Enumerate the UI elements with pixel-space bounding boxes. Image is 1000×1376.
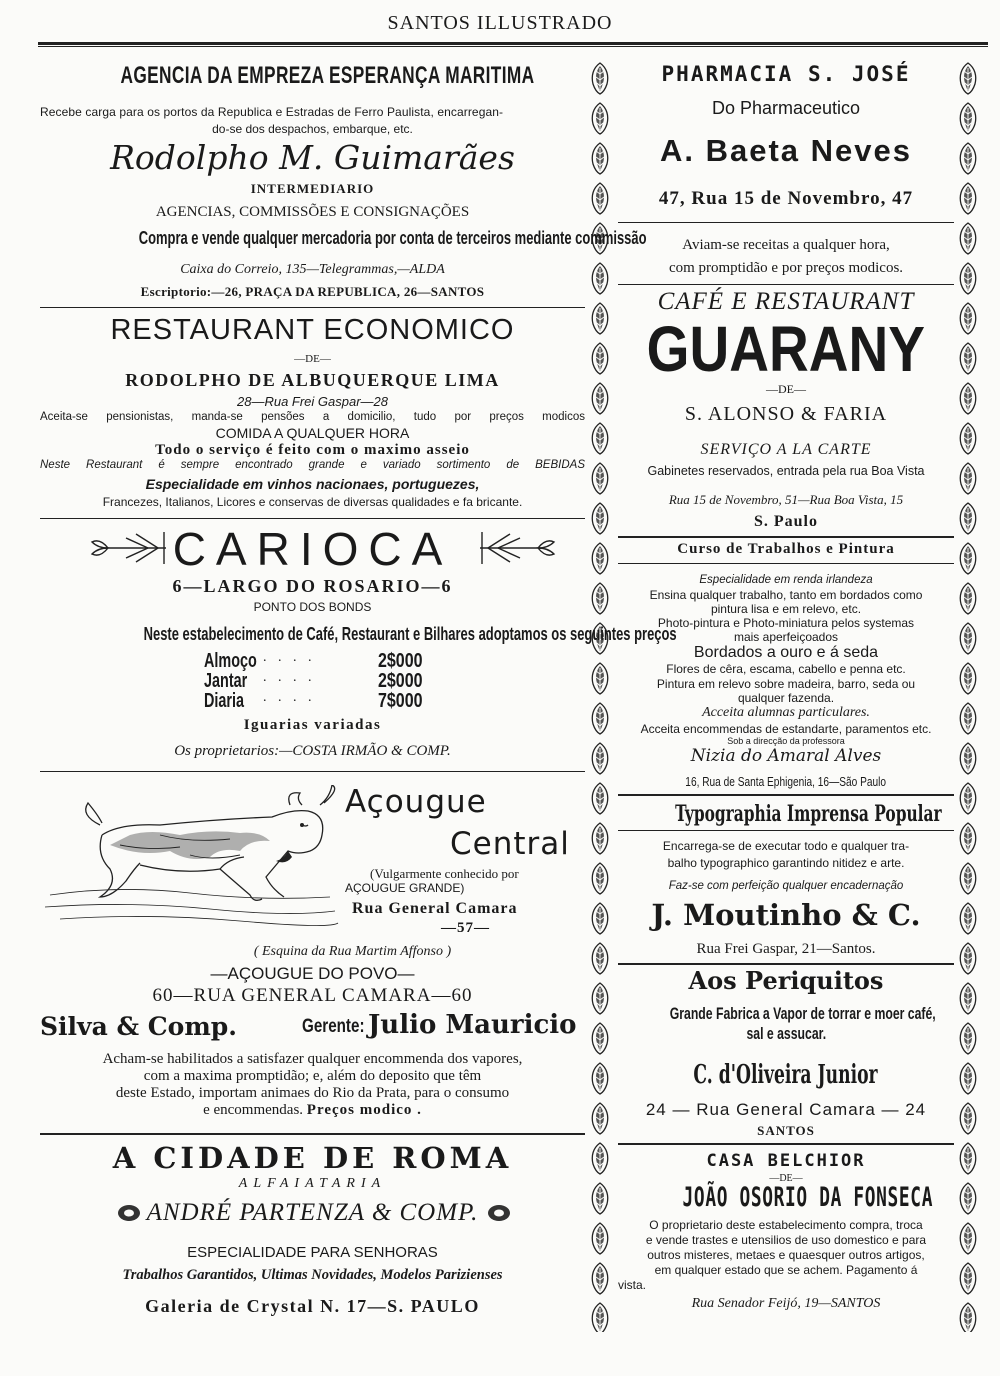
restaurant-line6: Francezes, Italianos, Licores e conservas de diversas qualidades e fa bricante.: [102, 495, 523, 509]
ornamental-leaf-icon: [958, 1262, 978, 1295]
periquitos-owner: C. d'Oliveira Junior: [693, 1060, 879, 1090]
acougue-manager: Julio Mauricio: [368, 1010, 577, 1040]
divider: [618, 536, 954, 538]
ornamental-leaf-icon: [958, 1142, 978, 1175]
restaurant-line4: Neste Restaurant é sempre encontrado grande e variado sortimento de BEBIDAS: [40, 459, 585, 471]
price-row: [204, 650, 464, 670]
periquitos-title: Aos Periquitos: [688, 966, 884, 995]
belchior-line1: O proprietario deste estabelecimento compra, troca: [649, 1218, 923, 1232]
header-rule-thin: [38, 46, 988, 47]
running-head: SANTOS ILLUSTRADO: [387, 12, 613, 34]
ornamental-leaf-icon: [958, 1222, 978, 1255]
divider: [618, 963, 954, 965]
ornamental-leaf-icon: [958, 1022, 978, 1055]
roma-firm: ANDRÉ PARTENZA & COMP.: [146, 1199, 479, 1226]
acougue-title1: Açougue: [345, 784, 487, 820]
carioca-note: Iguarias variadas: [243, 717, 382, 733]
ornamental-leaf-icon: [958, 1182, 978, 1215]
divider: [40, 1133, 585, 1135]
agencia-office: Escriptorio:—26, PRAÇA DA REPUBLICA, 26—SANTOS: [140, 284, 485, 299]
price-value: 7$000: [378, 690, 423, 712]
ornamental-leaf-icon: [958, 862, 978, 895]
curso-line11: Acceita encommendas de estandarte, paramentos etc.: [640, 722, 932, 736]
acougue-firm: Silva & Comp.: [40, 1012, 237, 1041]
ornamental-leaf-icon: [590, 342, 610, 375]
curso-line1: Especialidade em renda irlandeza: [699, 574, 873, 586]
curso-line3: pintura lisa e em relevo, etc.: [710, 602, 862, 616]
ornamental-leaf-icon: [958, 782, 978, 815]
acougue-line1: Acham-se habilitados a satisfazer qualquer encommenda dos vapores,: [102, 1051, 523, 1067]
ornamental-leaf-icon: [958, 982, 978, 1015]
ornamental-leaf-icon: [590, 102, 610, 135]
curso-line7: Flores de cêra, escama, cabello e penna etc.: [666, 662, 906, 676]
ornamental-leaf-icon: [958, 542, 978, 575]
ornamental-leaf-icon: [590, 742, 610, 775]
price-dots: . . . .: [263, 690, 316, 705]
restaurant-line3: Todo o serviço é feito com o maximo asseio: [155, 442, 470, 458]
ornamental-leaf-icon: [590, 582, 610, 615]
belchior-title: CASA BELCHIOR: [706, 1151, 866, 1171]
curso-line4: Photo-pintura e Photo-miniatura pelos systemas: [657, 616, 915, 630]
restaurant-line1: Aceita-se pensionistas, manda-se pensões a domicilio, tudo por preços modicos: [40, 411, 585, 423]
rosette-right-icon: [487, 1203, 511, 1223]
divider: [618, 794, 954, 796]
agencia-line2: do-se dos despachos, embarque, etc.: [212, 122, 413, 136]
restaurant-de: —DE—: [294, 353, 331, 365]
typographia-line3: Faz-se com perfeição qualquer encadernação: [668, 880, 904, 892]
divider: [618, 222, 954, 223]
roma-line: Trabalhos Garantidos, Ultimas Novidades, Modelos Parizienses: [122, 1267, 503, 1283]
agencia-role: INTERMEDIARIO: [250, 181, 375, 196]
divider: [618, 284, 954, 285]
acougue-line2: com a maxima promptidão; e, além do deposito que têm: [143, 1068, 482, 1084]
divider: [40, 307, 585, 308]
guarany-address: Rua 15 de Novembro, 51—Rua Boa Vista, 15: [668, 492, 904, 507]
divider: [618, 830, 954, 831]
acougue-aka2: AÇOUGUE GRANDE): [345, 881, 465, 895]
divider: [618, 1143, 954, 1145]
carioca-title: CARIOCA: [172, 523, 453, 575]
ornamental-leaf-icon: [958, 502, 978, 535]
ornamental-leaf-icon: [590, 662, 610, 695]
ornamental-leaf-icon: [590, 262, 610, 295]
ornamental-leaf-icon: [590, 302, 610, 335]
restaurant-address: 28—Rua Frei Gaspar—28: [236, 394, 388, 409]
restaurant-owner: RODOLPHO DE ALBUQUERQUE LIMA: [125, 370, 500, 390]
ornamental-leaf-icon: [958, 102, 978, 135]
ornamental-leaf-icon: [590, 982, 610, 1015]
ornamental-leaf-icon: [590, 1062, 610, 1095]
price-item: Almoço: [204, 650, 257, 672]
acougue-title2: Central: [450, 826, 570, 862]
right-ornamental-border: [958, 62, 980, 1332]
pharmacia-sub: Do Pharmaceutico: [711, 98, 861, 118]
ornamental-leaf-icon: [590, 542, 610, 575]
ornamental-leaf-icon: [590, 902, 610, 935]
ornamental-leaf-icon: [958, 622, 978, 655]
acougue-line3: deste Estado, importam animaes do Rio da Prata, para o consumo: [115, 1085, 510, 1101]
price-row: [204, 690, 464, 710]
carioca-address: 6—LARGO DO ROSARIO—6: [172, 576, 453, 596]
ornamental-leaf-icon: [958, 142, 978, 175]
ornamental-leaf-icon: [958, 302, 978, 335]
guarany-de: —DE—: [766, 382, 806, 396]
ornamental-leaf-icon: [958, 1102, 978, 1135]
curso-address: 16, Rua de Santa Ephigenia, 16—São Paulo: [685, 774, 887, 789]
ornamental-leaf-icon: [590, 462, 610, 495]
ornamental-leaf-icon: [590, 782, 610, 815]
ornamental-leaf-icon: [958, 382, 978, 415]
bull-illustration-icon: [40, 785, 340, 930]
ornamental-leaf-icon: [958, 822, 978, 855]
acougue-manager-label: Gerente:: [302, 1016, 365, 1037]
guarany-service: SERVIÇO A LA CARTE: [700, 441, 872, 458]
curso-line2: Ensina qualquer trabalho, tanto em bordados como: [649, 588, 923, 602]
ornamental-leaf-icon: [590, 422, 610, 455]
periquitos-address: 24 — Rua General Camara — 24: [645, 1100, 927, 1119]
header-rule: [38, 42, 988, 45]
belchior-line3: outros misteres, metaes e quaesquer outros artigos,: [647, 1248, 925, 1262]
price-row: [204, 670, 464, 690]
curso-line8: Pintura em relevo sobre madeira, barro, seda ou: [656, 677, 916, 691]
belchior-line5: vista.: [618, 1278, 647, 1292]
ornamental-leaf-icon: [590, 382, 610, 415]
ornamental-leaf-icon: [958, 662, 978, 695]
ornamental-leaf-icon: [958, 582, 978, 615]
ornamental-leaf-icon: [958, 702, 978, 735]
guarany-city: S. Paulo: [753, 513, 818, 530]
roma-special: ESPECIALIDADE PARA SENHORAS: [187, 1244, 438, 1261]
curso-line6: Bordados a ouro e á seda: [693, 644, 879, 661]
ornamental-leaf-icon: [590, 862, 610, 895]
ornamental-leaf-icon: [590, 1142, 610, 1175]
ornamental-leaf-icon: [958, 942, 978, 975]
curso-line5: mais aperfeiçoados: [733, 630, 839, 644]
price-item: Diaria: [204, 690, 245, 712]
price-dots: . . . .: [263, 670, 316, 685]
ornamental-leaf-icon: [590, 142, 610, 175]
pharmacia-name: A. Baeta Neves: [659, 133, 912, 168]
curso-line10: Acceita alumnas particulares.: [702, 705, 870, 720]
acougue-title3: —AÇOUGUE DO POVO—: [210, 964, 415, 983]
acougue-line4b: Preços modico .: [306, 1102, 422, 1118]
flourish-right-icon: [478, 530, 558, 566]
left-ornamental-border: [590, 62, 612, 1332]
pharmacia-title: PHARMACIA S. JOSÉ: [661, 62, 911, 86]
periquitos-line2: sal e assucar.: [746, 1024, 826, 1043]
ornamental-leaf-icon: [590, 1182, 610, 1215]
acougue-street: Rua General Camara: [352, 900, 518, 917]
price-dots: . . . .: [263, 650, 316, 665]
agencia-name: Rodolpho M. Guimarães: [110, 138, 515, 177]
ornamental-leaf-icon: [958, 902, 978, 935]
guarany-rooms: Gabinetes reservados, entrada pela rua Boa Vista: [647, 464, 925, 478]
ornamental-leaf-icon: [590, 182, 610, 215]
ornamental-leaf-icon: [958, 422, 978, 455]
belchior-address: Rua Senador Feijó, 19—SANTOS: [691, 1296, 881, 1311]
acougue-number: —57—: [441, 920, 490, 936]
restaurant-line2: COMIDA A QUALQUER HORA: [215, 425, 410, 441]
periquitos-city: SANTOS: [757, 1123, 815, 1138]
ornamental-leaf-icon: [958, 262, 978, 295]
ornamental-leaf-icon: [590, 1262, 610, 1295]
price-value: 2$000: [378, 670, 423, 692]
ornamental-leaf-icon: [590, 502, 610, 535]
ornamental-leaf-icon: [590, 702, 610, 735]
restaurant-line5: Especialidade em vinhos nacionaes, portuguezes,: [145, 476, 480, 492]
agencia-line1: Recebe carga para os portos da Republica e Estradas de Ferro Paulista, encarregan-: [40, 105, 504, 119]
price-value: 2$000: [378, 650, 423, 672]
ornamental-leaf-icon: [590, 822, 610, 855]
curso-title: Curso de Trabalhos e Pintura: [677, 541, 895, 557]
divider: [40, 771, 585, 772]
curso-line9: qualquer fazenda.: [737, 691, 835, 705]
ornamental-leaf-icon: [590, 1222, 610, 1255]
ornamental-leaf-icon: [958, 62, 978, 95]
belchior-owner: JOÃO OSORIO DA FONSECA: [682, 1182, 934, 1213]
curso-line12: Sob a direcção da professora: [727, 736, 845, 746]
agencia-trade: Compra e vende qualquer mercadoria por conta de terceiros mediante commissão: [138, 228, 647, 248]
belchior-de: —DE—: [769, 1173, 803, 1184]
guarany-owners: S. ALONSO & FARIA: [684, 403, 888, 425]
ornamental-leaf-icon: [958, 342, 978, 375]
guarany-label: CAFÉ E RESTAURANT: [657, 288, 915, 315]
divider: [40, 518, 585, 519]
typographia-line1: Encarrega-se de executar todo e qualquer tra-: [662, 839, 910, 853]
ornamental-leaf-icon: [590, 942, 610, 975]
ornamental-leaf-icon: [590, 1022, 610, 1055]
guarany-title: GUARANY: [646, 313, 926, 385]
ornamental-leaf-icon: [958, 462, 978, 495]
typographia-line2: balho typographico garantindo nitidez e arte.: [667, 856, 905, 870]
ornamental-leaf-icon: [958, 222, 978, 255]
ornamental-leaf-icon: [590, 1102, 610, 1135]
carioca-sub: PONTO DOS BONDS: [253, 600, 372, 614]
carioca-owners: Os proprietarios:—COSTA IRMÃO & COMP.: [174, 743, 451, 759]
price-list: [204, 650, 464, 710]
acougue-line4a: e encommendas.: [203, 1102, 304, 1118]
belchior-line2: e vende trastes e utensilios de uso domestico e para: [645, 1233, 927, 1247]
ornamental-leaf-icon: [958, 182, 978, 215]
pharmacia-address: 47, Rua 15 de Novembro, 47: [658, 188, 914, 209]
acougue-line4: [40, 1102, 585, 1119]
periquitos-line1: Grande Fabrica a Vapor de torrar e moer café,: [669, 1004, 936, 1023]
ornamental-leaf-icon: [590, 62, 610, 95]
roma-address: Galeria de Crystal N. 17—S. PAULO: [145, 1296, 480, 1316]
ornamental-leaf-icon: [958, 1062, 978, 1095]
agencia-services: AGENCIAS, COMMISSÕES E CONSIGNAÇÕES: [155, 204, 470, 220]
pharmacia-line2: com promptidão e por preços modicos.: [668, 260, 904, 276]
typographia-address: Rua Frei Gaspar, 21—Santos.: [696, 941, 876, 957]
acougue-address2: 60—RUA GENERAL CAMARA—60: [152, 985, 473, 1006]
carioca-intro: Neste estabelecimento de Café, Restaurant e Bilhares adoptamos os seguintes preços: [143, 624, 677, 644]
divider: [618, 563, 954, 564]
typographia-firm: J. Moutinho & C.: [651, 898, 921, 932]
acougue-corner: ( Esquina da Rua Martim Affonso ): [253, 944, 452, 959]
price-item: Jantar: [204, 670, 248, 692]
ornamental-leaf-icon: [958, 1302, 978, 1332]
acougue-aka1: (Vulgarmente conhecido por: [370, 866, 519, 881]
typographia-title: Typographia Imprensa Popular: [675, 801, 942, 827]
curso-teacher: Nizia do Amaral Alves: [690, 746, 882, 766]
belchior-line4: em qualquer estado que se achem. Pagamento á: [654, 1263, 918, 1277]
roma-sub: ALFAIATARIA: [238, 1176, 387, 1191]
roma-title: A CIDADE DE ROMA: [112, 1141, 513, 1175]
agencia-title: AGENCIA DA EMPREZA ESPERANÇA MARITIMA: [120, 62, 535, 89]
ornamental-leaf-icon: [958, 742, 978, 775]
ornamental-leaf-icon: [590, 1302, 610, 1332]
agencia-contact: Caixa do Correio, 135—Telegrammas,—ALDA: [180, 262, 445, 277]
restaurant-title: RESTAURANT ECONOMICO: [110, 314, 515, 346]
pharmacia-line1: Aviam-se receitas a qualquer hora,: [682, 237, 890, 253]
